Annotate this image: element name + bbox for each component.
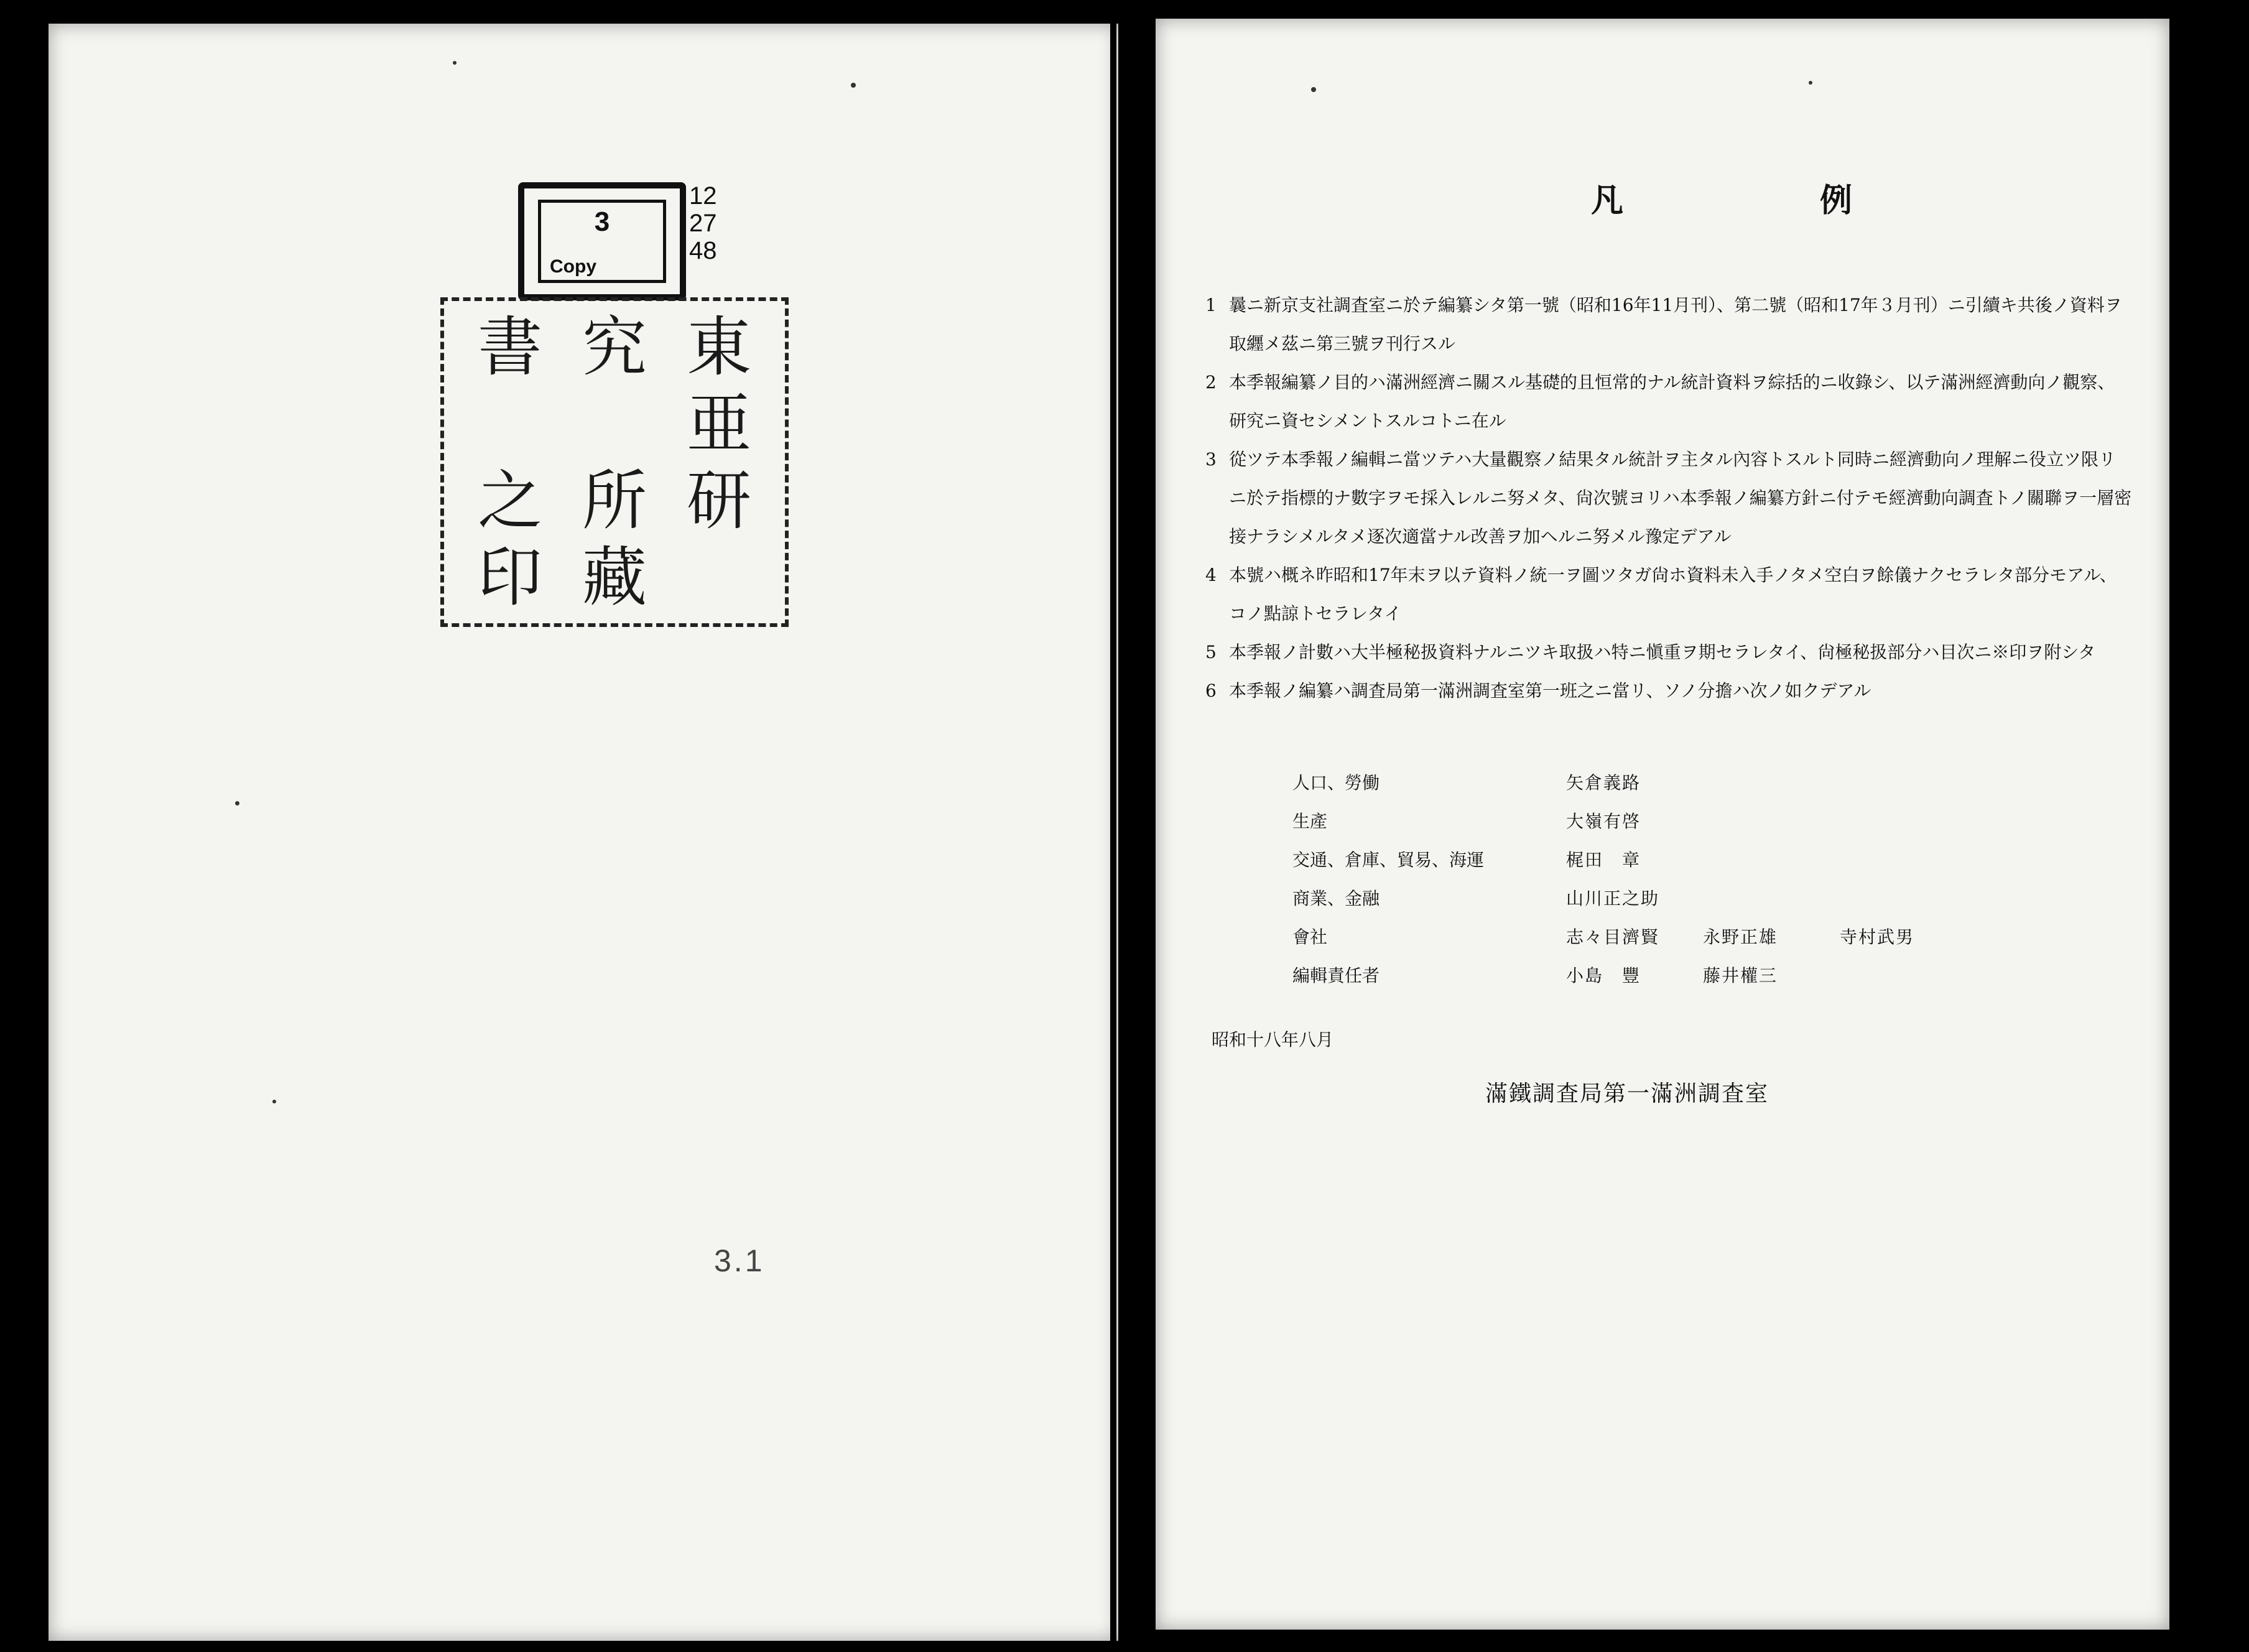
title-char: 例 [1819,182,1852,220]
staff-row [1292,763,1977,801]
seal-glyph: 印 [477,539,542,616]
right-page [1156,19,2169,1630]
note-item [1205,286,2132,363]
staff-field: 交通、倉庫、貿易、海運 [1292,850,1485,870]
copy-label: Copy [550,256,596,277]
seal-glyph: 所 [582,462,647,539]
ink-speck [1311,87,1316,92]
note-item [1205,440,2132,556]
stamp-side-number: 27 [689,210,717,237]
page-mark: 3.1 [714,1243,765,1278]
note-text: 從ツテ本季報ノ編輯ニ當ツテハ大量觀察ノ結果タル統計ヲ主タル內容トスルト同時ニ經濟動向ノ理解ニ役立ツ限リニ於テ指標的ナ數字ヲモ採入レルニ努メタ、尙次號ヨリハ本季報ノ編纂方針ニ付テモ經濟動向調査トノ關聯ヲ一層密接ナラシメルタメ逐次適當ナル改善ヲ加ヘルニ努メル豫定デアル [1229,449,2132,547]
left-page [49,24,1118,1641]
seal-glyph: 之 [477,462,542,539]
note-number: 1 [1205,295,1217,315]
copy-number: 3 [594,206,610,237]
seal-glyph: 亜 [686,386,751,462]
note-number: 5 [1205,642,1217,662]
notes-list [1205,286,2132,710]
staff-field: 編輯責任者 [1292,965,1380,986]
staff-field: 商業、金融 [1292,888,1380,909]
staff-field: 生產 [1292,811,1328,832]
copy-stamp-frame [538,200,666,283]
note-text: 本季報ノ計數ハ大半極秘扱資料ナルニツキ取扱ハ特ニ愼重ヲ期セラレタイ、尙極秘扱部分ハ目次ニ※印ヲ附シタ [1229,642,2096,662]
stamp-side-number: 12 [689,182,717,210]
staff-name: 永野正雄 [1703,927,1778,947]
note-item [1205,633,2132,672]
staff-row [1292,917,1977,955]
copy-stamp [518,182,686,300]
staff-name: 大嶺有啓 [1566,811,1641,832]
staff-name: 矢倉義路 [1566,773,1641,793]
staff-row [1292,801,1977,840]
note-text: 曩ニ新京支社調査室ニ於テ編纂シタ第一號（昭和16年11月刊）、第二號（昭和17年３月刊）ニ引續キ共後ノ資料ヲ取纒メ茲ニ第三號ヲ刊行スル [1229,295,2122,354]
seal-text [458,309,771,616]
note-text: 本季報編纂ノ目的ハ滿洲經濟ニ關スル基礎的且恒常的ナル統計資料ヲ綜括的ニ收錄シ、以テ滿洲經濟動向ノ觀察、研究ニ資セシメントスルコトニ在ル [1229,372,2115,431]
page-title [1591,174,1852,221]
stamp-side-number: 48 [689,237,717,264]
note-number: 4 [1205,565,1217,585]
note-item [1205,363,2132,440]
seal-glyph: 研 [686,462,751,539]
issuer: 滿鐵調査局第一滿洲調査室 [1485,1081,1769,1107]
staff-row [1292,840,1977,878]
publication-date: 昭和十八年八月 [1212,1029,1334,1050]
staff-name: 梶田 章 [1566,850,1641,870]
gutter-divider [1141,0,1148,1652]
title-char: 凡 [1591,182,1624,220]
staff-field: 人口、勞働 [1292,773,1380,793]
staff-row [1292,878,1977,917]
staff-name: 志々目濟賢 [1566,927,1660,947]
gutter-divider [1110,0,1116,1652]
note-number: 2 [1205,372,1217,392]
ink-speck [235,801,239,805]
note-number: 6 [1205,680,1217,701]
staff-row [1292,955,1977,994]
seal-glyph: 究 [582,309,647,385]
ink-speck [453,61,457,65]
seal-glyph: 東 [686,309,751,385]
staff-name: 山川正之助 [1566,888,1660,909]
staff-table [1292,763,1977,994]
ink-speck [1809,81,1812,85]
ink-speck [851,83,856,88]
staff-field: 會社 [1292,927,1328,947]
note-number: 3 [1205,449,1217,470]
seal-glyph: 藏 [582,539,647,616]
note-item [1205,556,2132,633]
staff-name: 藤井權三 [1703,965,1778,986]
stamp-side-numbers [689,182,717,264]
staff-name: 寺村武男 [1840,927,1915,947]
ink-speck [272,1100,276,1103]
note-text: 本號ハ概ネ昨昭和17年末ヲ以テ資料ノ統一ヲ圖ツタガ尙ホ資料未入手ノタメ空白ヲ餘儀ナクセラレタ部分モアル、コノ點諒トセラレタイ [1229,565,2117,624]
library-seal [440,297,789,627]
seal-glyph: 書 [477,309,542,385]
note-text: 本季報ノ編纂ハ調査局第一滿洲調査室第一班之ニ當リ、ソノ分擔ハ次ノ如クデアル [1229,680,1871,701]
staff-name: 小島 豐 [1566,965,1641,986]
note-item [1205,672,2132,710]
